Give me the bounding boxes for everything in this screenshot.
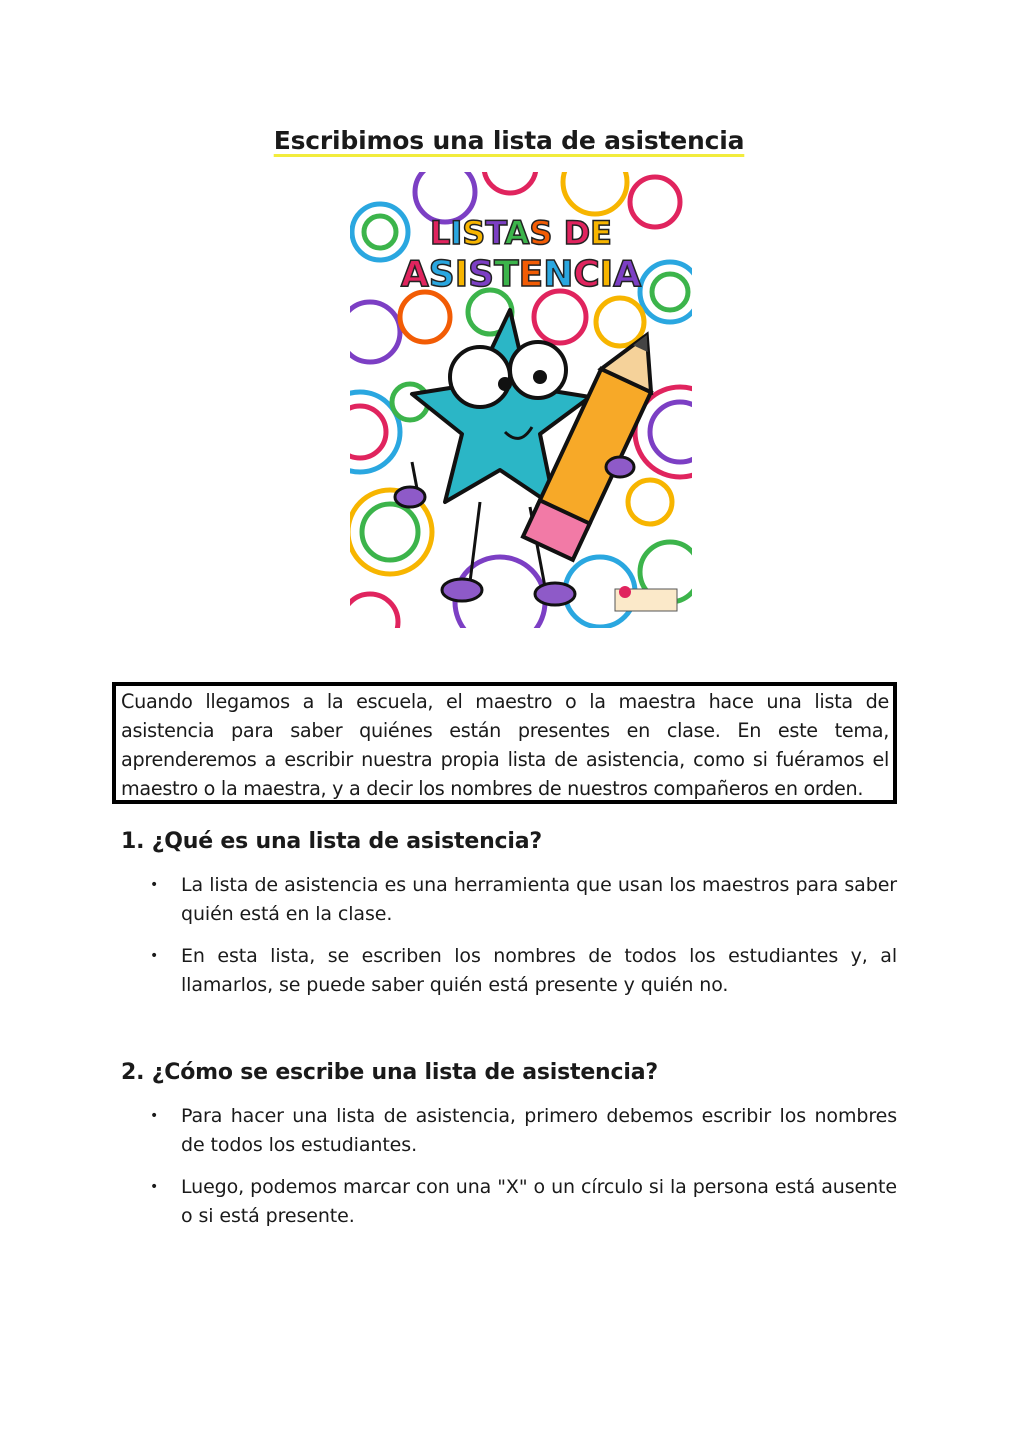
eye-right	[510, 342, 566, 398]
list-item: • Para hacer una lista de asistencia, primero debemos escribir los nombres de todos los estudiantes.	[150, 1102, 897, 1160]
intro-box: Cuando llegamos a la escuela, el maestro o la maestra hace una lista de asistencia para saber quiénes están presentes en clase. En este tema, aprenderemos a escribir nuestra propia lista de asistencia, como si fuéramos el maestro o la maestra, y a decir los nombres de nuestros compañeros en orden.	[112, 682, 897, 804]
cover-heading-line2: ASISTENCIA	[400, 254, 642, 295]
section-1-list	[150, 871, 897, 1013]
eye-left	[450, 347, 510, 407]
cover-heading-line1: LISTAS DE	[429, 214, 613, 252]
page-title	[0, 126, 1018, 155]
bullet-icon: •	[150, 1108, 159, 1124]
title-text: Escribimos una lista de asistencia	[273, 126, 745, 155]
list-item: • La lista de asistencia es una herramienta que usan los maestros para saber quién está en la clase.	[150, 871, 897, 929]
section-heading-1: 1. ¿Qué es una lista de asistencia?	[121, 829, 542, 854]
cover-illustration	[350, 172, 692, 628]
section-2-list	[150, 1102, 897, 1244]
bullet-icon: •	[150, 1179, 159, 1195]
list-item: • En esta lista, se escriben los nombres de todos los estudiantes y, al llamarlos, se puede saber quién está presente y quién no.	[150, 942, 897, 1000]
list-item: • Luego, podemos marcar con una "X" o un círculo si la persona está ausente o si está presente.	[150, 1173, 897, 1231]
bullet-icon: •	[150, 877, 159, 893]
section-heading-2: 2. ¿Cómo se escribe una lista de asistencia?	[121, 1060, 658, 1085]
bullet-icon: •	[150, 948, 159, 964]
